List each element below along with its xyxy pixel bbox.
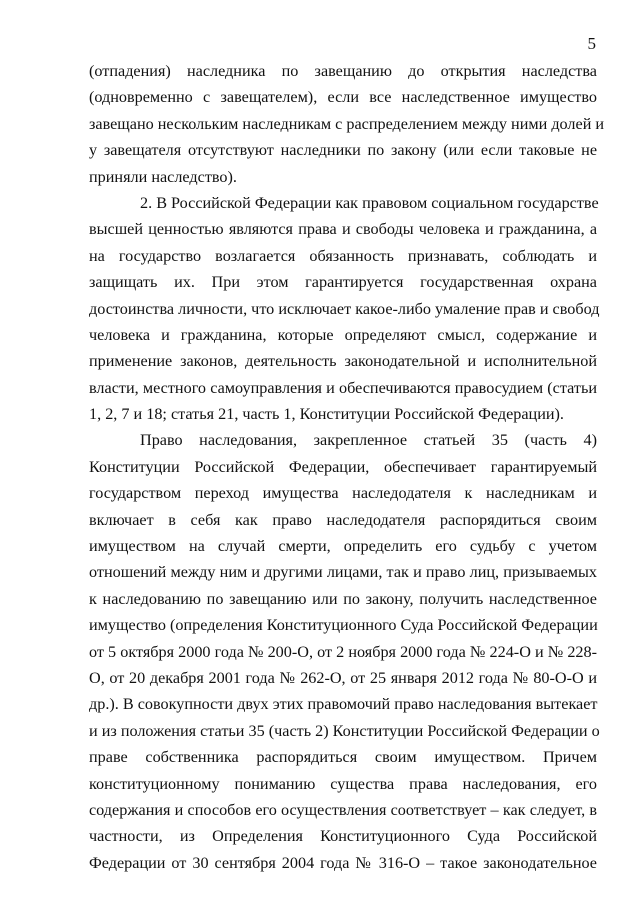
text-line: к наследованию по завещанию или по закону, получить наследственное	[89, 589, 597, 608]
text-line: др.). В совокупности двух этих правомочий право наследования вытекает	[89, 695, 598, 714]
text-line: от 5 октября 2000 года № 200-О, от 2 ноября 2000 года № 224-О и № 228-	[89, 642, 597, 661]
text-line: включает в себя как право наследодателя распорядиться своим	[89, 510, 597, 529]
document-body	[89, 58, 605, 876]
text-line: на государство возлагается обязанность признавать, соблюдать и	[89, 246, 597, 265]
text-line: власти, местного самоуправления и обеспечиваются правосудием (статьи	[89, 378, 597, 397]
text-line: конституционному пониманию существа права наследования, его	[89, 774, 597, 793]
text-line: праве собственника распорядиться своим имуществом. Причем	[89, 748, 597, 767]
paragraph	[89, 190, 600, 428]
page-number: 5	[587, 34, 596, 53]
text-line: отношений между ним и другими лицами, так и право лиц, призываемых	[89, 563, 597, 582]
text-line: имуществом на случай смерти, определить его судьбу с учетом	[89, 537, 597, 556]
text-line: (одновременно с завещателем), если все наследственное имущество	[89, 88, 597, 107]
text-line: высшей ценностью являются права и свободы человека и гражданина, а	[89, 220, 597, 239]
text-line: 1, 2, 7 и 18; статья 21, часть 1, Конституции Российской Федерации).	[89, 405, 564, 424]
text-line: государством переход имущества наследодателя к наследникам и	[89, 484, 597, 503]
text-line: частности, из Определения Конституционного Суда Российской	[89, 827, 597, 846]
text-line: защищать их. При этом гарантируется государственная охрана	[89, 273, 597, 292]
text-line: Конституции Российской Федерации, обеспечивает гарантируемый	[89, 457, 597, 476]
text-line: имущество (определения Конституционного Суда Российской Федерации	[89, 616, 598, 635]
text-line: содержания и способов его осуществления соответствует – как следует, в	[89, 800, 597, 819]
text-line: применение законов, деятельность законодательной и исполнительной	[89, 352, 597, 371]
text-line: Право наследования, закрепленное статьей 35 (часть 4)	[140, 431, 597, 450]
paragraph	[89, 427, 600, 876]
paragraph	[89, 58, 605, 190]
text-line: и из положения статьи 35 (часть 2) Конституции Российской Федерации о	[89, 721, 600, 740]
text-line: завещано нескольким наследникам с распределением между ними долей и	[89, 114, 605, 133]
text-line: (отпадения) наследника по завещанию до открытия наследства	[89, 62, 597, 80]
text-line: человека и гражданина, которые определяют смысл, содержание и	[89, 325, 597, 344]
text-line: приняли наследство).	[89, 167, 237, 186]
text-line: 2. В Российской Федерации как правовом социальном государстве	[140, 193, 599, 212]
text-line: достоинства личности, что исключает какое-либо умаление прав и свобод	[89, 299, 600, 318]
text-line: у завещателя отсутствуют наследники по закону (или если таковые не	[89, 141, 597, 160]
text-line: О, от 20 декабря 2001 года № 262-О, от 25 января 2012 года № 80-О-О и	[89, 668, 597, 687]
text-line: Федерации от 30 сентября 2004 года № 316-О – такое законодательное	[89, 853, 597, 872]
